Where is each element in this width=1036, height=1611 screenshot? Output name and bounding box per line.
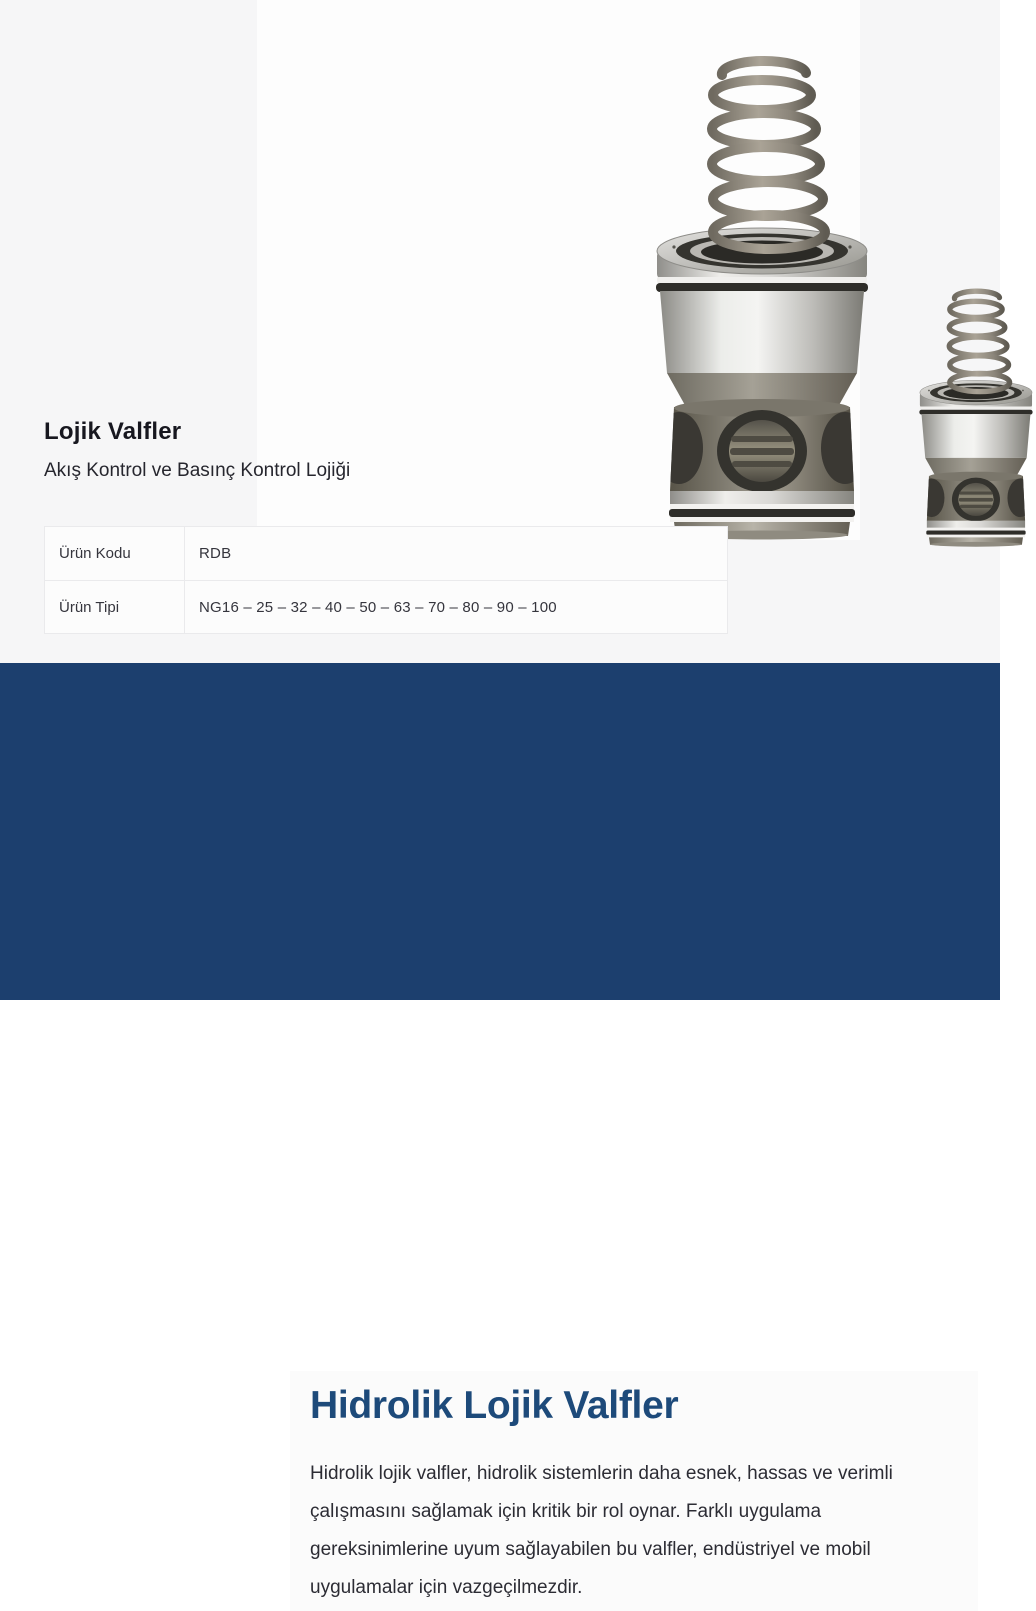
alf-circular-arrows-icon	[38, 1367, 106, 1435]
info-card	[290, 1371, 978, 1611]
spec-value: NG16 – 25 – 32 – 40 – 50 – 63 – 70 – 80 – 90 – 100	[199, 598, 557, 616]
spec-row	[45, 527, 727, 580]
product-photo	[257, 0, 860, 540]
hero-section	[0, 0, 1000, 663]
spec-row	[45, 580, 727, 633]
brand-tagline: Dış Ticaret Limited Şirketi	[106, 1416, 241, 1427]
small-valve-image	[917, 288, 1036, 547]
brand-logo[interactable]	[38, 1363, 253, 1445]
product-title: Lojik Valfler	[44, 418, 182, 445]
product-subtitle: Akış Kontrol ve Basınç Kontrol Lojiği	[44, 460, 351, 481]
large-valve-image	[652, 55, 874, 540]
card-paragraph: Hidrolik lojik valfler, hidrolik sistemlerin daha esnek, hassas ve verimli çalışmasını sağlamak için kritik bir rol oynar. Farklı uygulama gereksinimlerine uyum sağlayabilen bu valfler, endüstriyel ve mobil uygulamalar için vazgeçilmezdir.	[310, 1463, 893, 1598]
brand-text	[106, 1362, 241, 1427]
spec-value: RDB	[199, 545, 232, 562]
footer-section	[0, 663, 1000, 1598]
brand-name: ALF	[106, 1362, 216, 1418]
card-heading: Hidrolik Lojik Valfler	[310, 1384, 679, 1427]
spec-label: Ürün Kodu	[45, 527, 185, 580]
spec-label: Ürün Tipi	[45, 581, 185, 633]
spec-table	[44, 526, 728, 634]
